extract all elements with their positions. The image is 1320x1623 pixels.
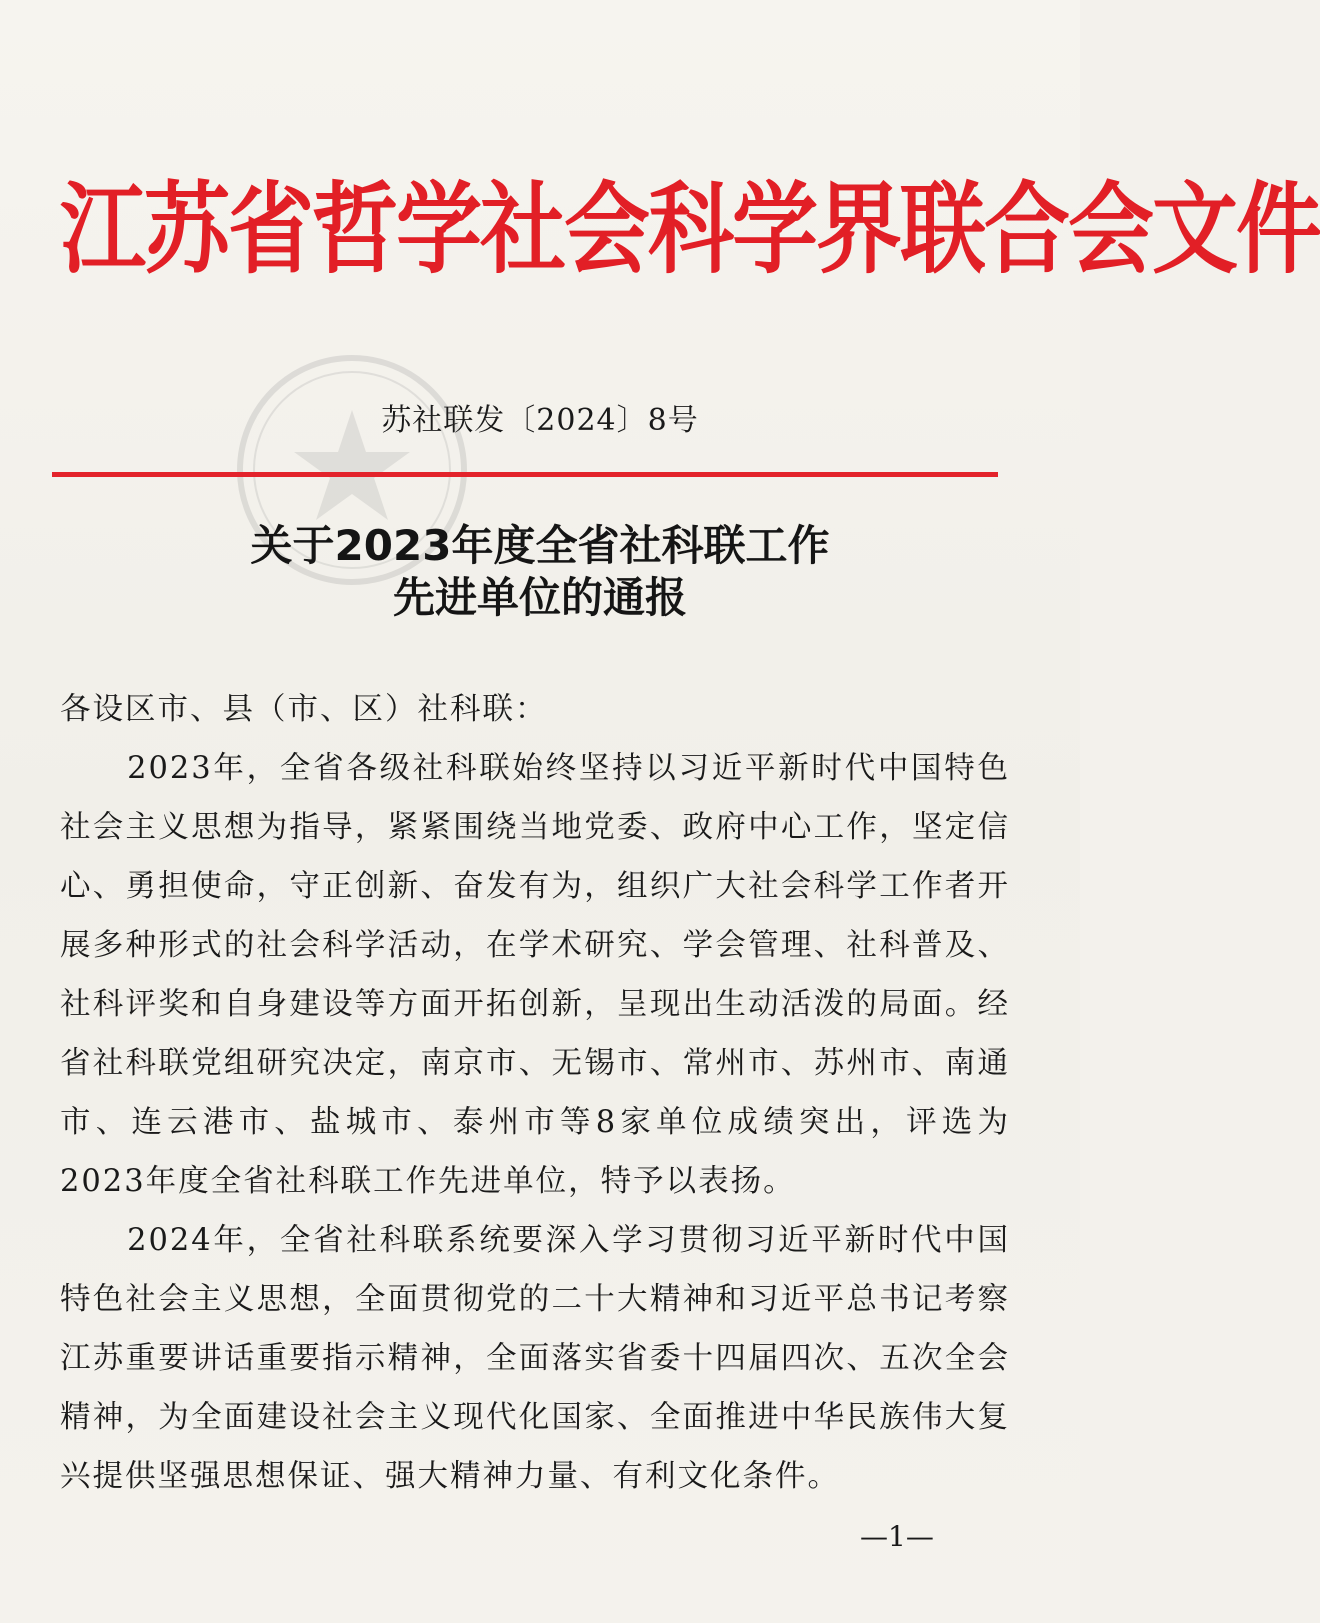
notice-body — [60, 680, 1010, 1506]
document-number: 苏社联发〔2024〕8号 — [381, 403, 699, 438]
org-header-title: 江苏省哲学社会科学界联合会文件 — [60, 172, 1320, 288]
salutation: 各设区市、县（市、区）社科联： — [60, 692, 548, 727]
paragraph-2: 2024年，全省社科联系统要深入学习贯彻习近平新时代中国特色社会主义思想，全面贯彻党的二十大精神和习近平总书记考察江苏重要讲话重要指示精神，全面落实省委十四届四次、五次全会精神，为全面建设社会主义现代化国家、全面推进中华民族伟大复兴提供坚强思想保证、强大精神力量、有利文化条件。 — [60, 1223, 1010, 1494]
notice-title-line1: 关于2023年度全省社科联工作 — [250, 521, 830, 570]
paragraph-1: 2023年，全省各级社科联始终坚持以习近平新时代中国特色社会主义思想为指导，紧紧围绕当地党委、政府中心工作，坚定信心、勇担使命，守正创新、奋发有为，组织广大社会科学工作者开展多种形式的社会科学活动，在学术研究、学会管理、社科普及、社科评奖和自身建设等方面开拓创新，呈现出生动活泼的局面。经省社科联党组研究决定，南京市、无锡市、常州市、苏州市、南通市、连云港市、盐城市、泰州市等8家单位成绩突出，评选为2023年度全省社科联工作先进单位，特予以表扬。 — [60, 751, 1010, 1199]
page-number: —1— — [860, 1520, 934, 1553]
notice-title-line2: 先进单位的通报 — [392, 573, 687, 622]
notice-title — [0, 520, 1080, 624]
red-divider-line — [52, 472, 998, 477]
